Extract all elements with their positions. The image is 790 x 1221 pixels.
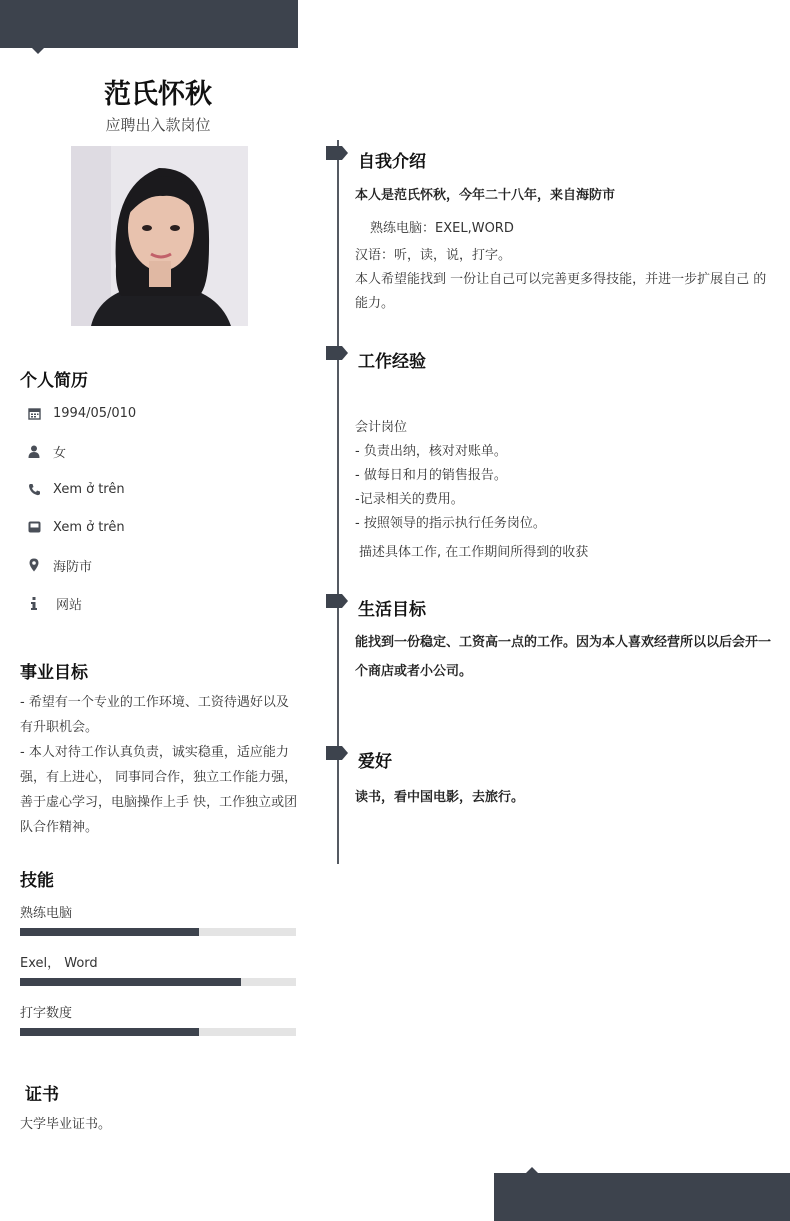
applied-position: 应聘出入款岗位 [105, 116, 211, 134]
info-icon [26, 595, 42, 611]
life-goal-section-title: 生活目标 [358, 600, 426, 620]
phone-icon [26, 481, 42, 497]
experience-duty: - 做每日和月的销售报告。 [355, 468, 507, 483]
email-text: Xem ở trên [53, 519, 125, 535]
skill-label: Exel， Word [20, 956, 98, 971]
certificates-text: 大学毕业证书。 [20, 1117, 112, 1132]
career-text: - 希望有一个专业的工作环境、工资待遇好以及有升职机会。 - 本人对待工作认真负责，诚实稳重，适应能力强，有上进心， 同事同合作，独立工作能力强，善于虚心学习，电脑操作上手 快，工作独立或团队合作精神。 [20, 695, 298, 835]
info-row-gender [26, 441, 66, 461]
experience-duty: -记录相关的费用。 [355, 492, 464, 507]
intro-headline: 本人是范氏怀秋，今年二十八年，来自海防市 [355, 188, 616, 203]
section-marker-icon [326, 746, 348, 760]
info-row-location [26, 555, 92, 575]
life-goal-text: 能找到一份稳定、工资高一点的工作。因为本人喜欢经营所以以后会开一个商店或者小公司。 [355, 635, 772, 679]
phone-text: Xem ở trên [53, 481, 125, 497]
bottom-footer-bar [494, 1173, 790, 1221]
email-icon [26, 519, 42, 535]
skill-bar-fill [20, 928, 199, 936]
location-icon [26, 557, 42, 573]
skill-bar-track [20, 928, 296, 936]
intro-computer-skill: 熟练电脑：EXEL,WORD [370, 221, 514, 236]
hobbies-section-title: 爱好 [358, 752, 392, 772]
profile-photo [71, 146, 248, 326]
intro-section-title: 自我介绍 [358, 152, 426, 172]
experience-role: 会计岗位 [355, 420, 408, 435]
experience-duty: - 按照领导的指示执行任务岗位。 [355, 516, 546, 531]
intro-text: 汉语：听，读，说，打字。 本人希望能找到 一份让自己可以完善更多得技能，并进一步扩展自己 的能力。 [355, 248, 767, 311]
birthdate-text: 1994/05/010 [53, 405, 137, 421]
info-row-email [26, 517, 125, 537]
skills-section-title: 技能 [20, 871, 54, 891]
location-text: 海防市 [53, 559, 93, 575]
career-section-title: 事业目标 [20, 663, 88, 683]
skill-label: 打字数度 [20, 1006, 73, 1021]
section-marker-icon [326, 346, 348, 360]
top-header-bar [0, 0, 298, 48]
calendar-icon [26, 405, 42, 421]
section-marker-icon [326, 146, 348, 160]
info-row-phone [26, 479, 125, 499]
header-bar-notch [32, 48, 44, 54]
experience-note: 描述具体工作, 在工作期间所得到的收获 [359, 545, 589, 560]
experience-duty: - 负责出纳，核对对账单。 [355, 444, 507, 459]
experience-section-title: 工作经验 [358, 352, 426, 372]
certificates-section-title: 证书 [25, 1085, 59, 1105]
skill-bar-track [20, 1028, 296, 1036]
skill-label: 熟练电脑 [20, 906, 73, 921]
info-row-website [26, 593, 82, 613]
skill-bar-fill [20, 978, 241, 986]
website-text: 网站 [56, 597, 83, 613]
skill-bar-track [20, 978, 296, 986]
portrait-illustration [71, 146, 248, 326]
section-marker-icon [326, 594, 348, 608]
skill-bar-fill [20, 1028, 199, 1036]
gender-text: 女 [53, 445, 67, 461]
hobbies-text: 读书，看中国电影，去旅行。 [355, 790, 525, 805]
candidate-name: 范氏怀秋 [104, 79, 212, 110]
info-row-birthdate [26, 403, 136, 423]
profile-section-title: 个人简历 [20, 371, 88, 391]
footer-bar-notch [526, 1167, 538, 1173]
person-icon [26, 443, 42, 459]
